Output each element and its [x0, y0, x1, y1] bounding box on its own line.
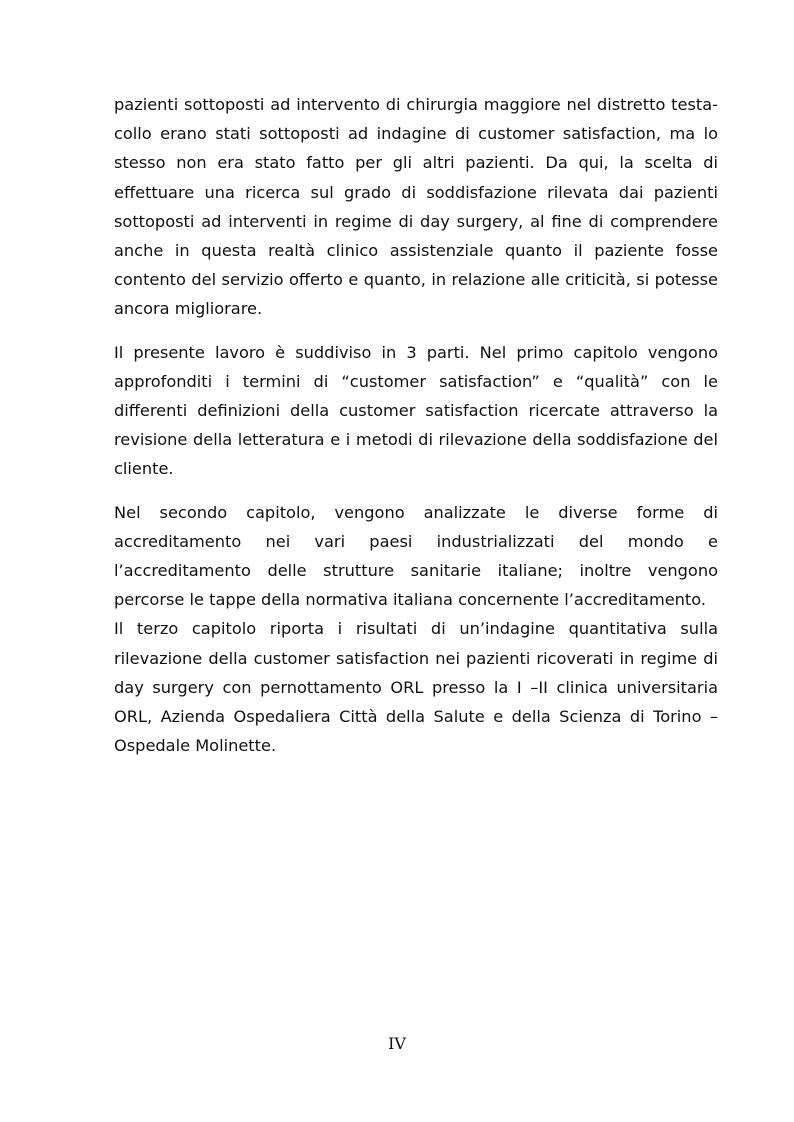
paragraph-2: Il presente lavoro è suddiviso in 3 parti. Nel primo capitolo vengono approfonditi i termini di “customer satisfaction” e “qualità” con le differenti definizioni della customer satisfaction ricercate attraverso la revisione della letteratura e i metodi di rilevazione della soddisfazione del cliente.: [114, 342, 718, 479]
page-number: IV: [388, 1034, 406, 1053]
document-body: [114, 90, 718, 760]
paragraph-4: Il terzo capitolo riporta i risultati di un’indagine quantitativa sulla rilevazione della customer satisfaction nei pazienti ricoverati in regime di day surgery con pernottamento ORL presso la I –II clinica universitaria ORL, Azienda Ospedaliera Città della Salute e della Scienza di Torino – Ospedale Molinette.: [114, 619, 718, 756]
paragraph-1: pazienti sottoposti ad intervento di chirurgia maggiore nel distretto testa-collo erano stati sottoposti ad indagine di customer satisfaction, ma lo stesso non era stato fatto per gli altri pazienti. Da qui, la scelta di effettuare una ricerca sul grado di soddisfazione rilevata dai pazienti sottoposti ad interventi in regime di day surgery, al fine di comprendere anche in questa realtà clinico assistenziale quanto il paziente fosse contento del servizio offerto e quanto, in relazione alle criticità, si potesse ancora migliorare.: [114, 95, 718, 319]
paragraph-3: Nel secondo capitolo, vengono analizzate le diverse forme di accreditamento nei vari paesi industrializzati del mondo e l’accreditamento delle strutture sanitarie italiane; inoltre vengono percorse le tappe della normativa italiana concernente l’accreditamento.: [114, 502, 718, 610]
